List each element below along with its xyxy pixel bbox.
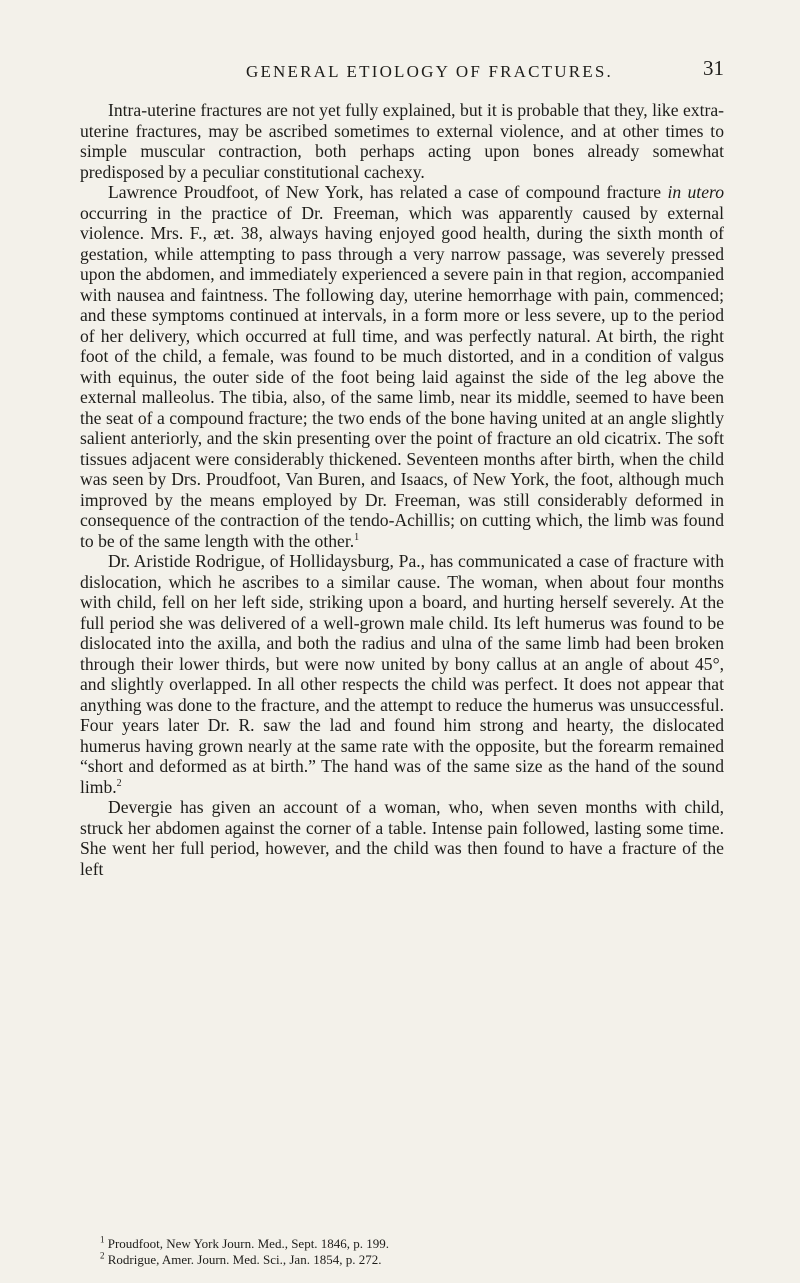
paragraph-text: occurring in the practice of Dr. Freeman, which was apparently caused by external violence. Mrs. F., æt. 38, always having enjoyed good health, during the sixth month of gestation, while attempting to pass through a very narrow passage, was severely pressed upon the abdomen, and immediately experienced a severe pain in that region, accompanied with nausea and faintness. The following day, uterine hemorrhage with pain, commenced; and these symptoms continued at intervals, in a form more or less severe, up to the period of her delivery, which occurred at full time, and was perfectly natural. At birth, the right foot of the child, a female, was found to be much distorted, and in a condition of valgus with equinus, the outer side of the foot being laid against the side of the leg above the external malleolus. The tibia, also, of the same limb, near its middle, seemed to have been the seat of a compound fracture; the two ends of the bone having united at an angle slightly salient anteriorly, and the skin presenting over the point of fracture an old cicatrix. The soft tissues adjacent were considerably thickened. Seventeen months after birth, when the child was seen by Drs. Proudfoot, Van Buren, and Isaacs, of New York, the foot, although much improved by the means employed by Dr. Freeman, was still considerably deformed in consequence of the contraction of the tendo-Achillis; on cutting which, the limb was found to be of the same length with the other. [80,202,724,551]
paragraph [80,100,724,182]
footnote-ref[interactable]: 2 [116,777,122,789]
italic-term: in utero [667,182,724,202]
footnote-text: Rodrigue, Amer. Journ. Med. Sci., Jan. 1854, p. 272. [107,1252,382,1267]
paragraph-text: Intra-uterine fractures are not yet fully explained, but it is probable that they, like extra-uterine fractures, may be ascribed sometimes to external violence, and at other times to simple muscular contraction, both perhaps acting upon bones already somewhat predisposed by a peculiar constitutional cachexy. [80,100,724,182]
footnote-ref[interactable]: 1 [354,531,360,543]
running-title: GENERAL ETIOLOGY OF FRACTURES. [246,62,613,81]
page-number: 31 [703,56,724,80]
footnote [100,1236,724,1252]
paragraph [80,797,724,879]
paragraph-text: Devergie has given an account of a woman, who, when seven months with child, struck her abdomen against the corner of a table. Intense pain followed, lasting some time. She went her full period, however, and the child was then found to have a fracture of the left [80,797,724,879]
paragraph [80,182,724,551]
footnote-text: Proudfoot, New York Journ. Med., Sept. 1846, p. 199. [107,1236,390,1251]
paragraph-text: Lawrence Proudfoot, of New York, has related a case of compound fracture [108,182,668,202]
footnotes [100,1236,724,1268]
page-body [80,100,724,879]
paragraph-text: Dr. Aristide Rodrigue, of Hollidaysburg, Pa., has communicated a case of fracture with dislocation, which he ascribes to a similar cause. The woman, when about four months with child, fell on her left side, striking upon a board, and hurting herself severely. At the full period she was delivered of a well-grown male child. Its left humerus was found to be dislocated into the axilla, and both the radius and ulna of the same limb had been broken through their lower thirds, but were now united by bony callus at an angle of about 45°, and slightly overlapped. In all other respects the child was perfect. It does not appear that anything was done to the fracture, and the attempt to reduce the humerus was unsuccessful. Four years later Dr. R. saw the lad and found him strong and hearty, the dislocated humerus having grown nearly at the same rate with the opposite, but the forearm remained “short and deformed as at birth.” The hand was of the same size as the hand of the sound limb. [80,551,724,797]
footnote-mark: 2 [100,1250,105,1261]
running-header [246,56,724,90]
footnote-mark: 1 [100,1234,105,1245]
footnote [100,1252,724,1268]
paragraph [80,551,724,797]
